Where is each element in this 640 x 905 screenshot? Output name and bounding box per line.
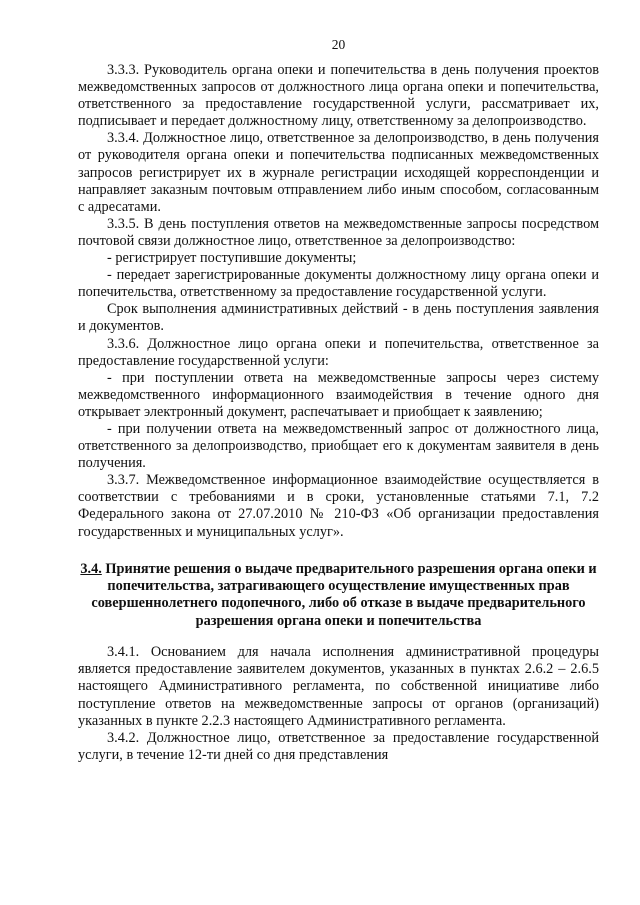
paragraph-3-3-4: 3.3.4. Должностное лицо, ответственное за делопроизводство, в день получения от руководителя органа опеки и попечительства подписанных межведомственных запросов регистрирует их в журнале регистрации исходящей корреспонденции и направляет заказным почтовым отправлением либо иным способом, согласованным с адресатами. <box>78 130 599 215</box>
paragraph-3-3-3: 3.3.3. Руководитель органа опеки и попечительства в день получения проектов межведомственных запросов от должностного лица органа опеки и попечительства, ответственного за предоставление государственной услуги, рассматривает их, подписывает и передает должностному лицу, ответственному за делопроизводство. <box>78 62 599 130</box>
paragraph-3-3-5: 3.3.5. В день поступления ответов на межведомственные запросы посредством почтовой связи должностное лицо, ответственное за делопроизводство: <box>78 215 599 249</box>
paragraph-3-3-7: 3.3.7. Межведомственное информационное взаимодействие осуществляется в соответствии с требованиями и в сроки, установленные статьями 7.1, 7.2 Федерального закона от 27.07.2010 № 210-ФЗ «Об организации предоставления государственных и муниципальных услуг». <box>78 472 599 540</box>
section-heading-3-4 <box>78 561 599 631</box>
document-page <box>78 36 599 764</box>
page-number: 20 <box>331 37 346 52</box>
paragraph-3-4-1: 3.4.1. Основанием для начала исполнения административной процедуры является предоставление заявителем документов, указанных в пунктах 2.6.2 – 2.6.5 настоящего Административного регламента, по собственной инициативе либо поступление ответов на межведомственные запросы от органов (организаций) указанных в пункте 2.2.3 настоящего Административного регламента. <box>78 644 599 729</box>
section-number: 3.4. <box>80 560 102 577</box>
list-item-paper-response: - при получении ответа на межведомственный запрос от должностного лица, ответственного за делопроизводство, приобщает его к документам заявителя в день получения. <box>78 420 599 472</box>
paragraph-3-4-2: 3.4.2. Должностное лицо, ответственное за предоставление государственной услуги, в течение 12-ти дней со дня представления <box>78 729 599 763</box>
list-item-register-documents: - регистрирует поступившие документы; <box>107 250 357 267</box>
section-title: Принятие решения о выдаче предварительного разрешения органа опеки и попечительства, затрагивающего осуществление имущественных прав совершеннолетнего подопечного, либо об отказе в выдаче предварительного разрешения органа опеки и попечительства <box>91 560 597 629</box>
list-item-transfer-documents: - передает зарегистрированные документы должностному лицу органа опеки и попечительства, ответственному за предоставление государственной услуги. <box>78 267 599 301</box>
paragraph-deadline: Срок выполнения административных действий - в день поступления заявления и документов. <box>78 301 599 335</box>
list-item-electronic-response: - при поступлении ответа на межведомственные запросы через систему межведомственного информационного взаимодействия в течение одного дня открывает электронный документ, распечатывает и приобщает к заявлению; <box>78 369 599 420</box>
paragraph-3-3-6: 3.3.6. Должностное лицо органа опеки и попечительства, ответственное за предоставление государственной услуги: <box>78 335 599 369</box>
